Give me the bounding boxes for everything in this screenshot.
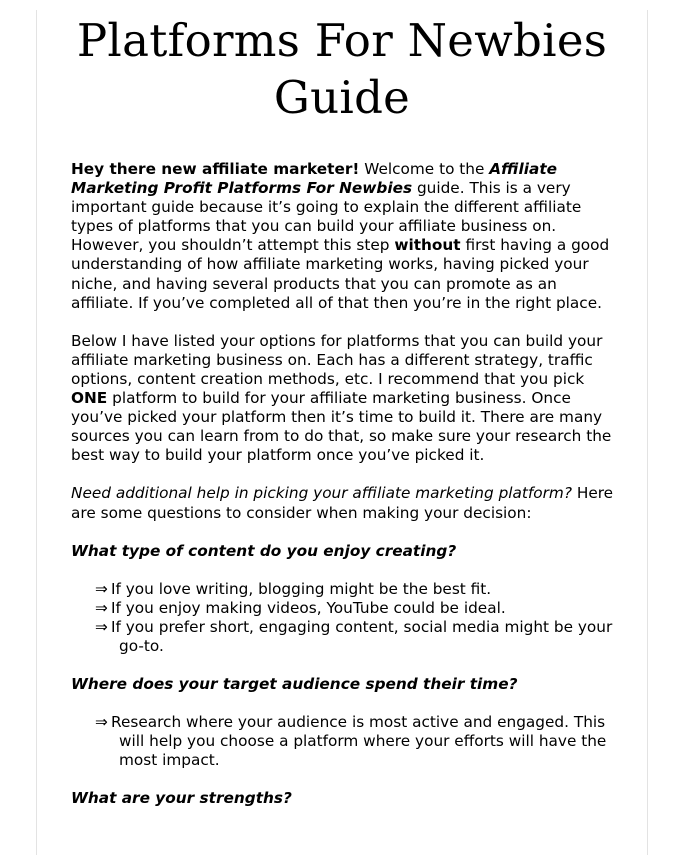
help-text: Here are some questions to consider when making your decision: xyxy=(71,484,614,522)
options-text-2: platform to build for your affiliate marketing business. Once you’ve picked your platform then it’s time to build it. There are many sources you can learn from to do that, so make sure your research the best way to build your platform once you’ve picked it. xyxy=(71,389,612,465)
page-title xyxy=(40,12,644,126)
options-text-1: Below I have listed your options for platforms that you can build your affiliate marketing business on. Each has a different strategy, traffic options, content creation methods, etc. I recommend that you pick xyxy=(71,331,603,388)
document-body xyxy=(71,160,617,828)
arrow-icon: ⇒ xyxy=(95,713,108,732)
page-right-edge xyxy=(647,10,648,855)
intro-text-2: guide. This is a very important guide because it’s going to explain the different affiliate types of platforms that you can build your affiliate business on. However, you shouldn’t attempt this step xyxy=(71,179,582,255)
arrow-icon: ⇒ xyxy=(95,617,108,636)
arrow-icon: ⇒ xyxy=(95,579,108,598)
bullet-list xyxy=(71,713,617,770)
question-heading: What type of content do you enjoy creating? xyxy=(71,541,457,560)
help-paragraph xyxy=(71,484,617,522)
list-item xyxy=(71,580,617,599)
list-item xyxy=(71,599,617,618)
bullet-list xyxy=(71,580,617,656)
intro-emphasis: without xyxy=(394,236,461,255)
intro-text-1: Welcome to the xyxy=(359,160,490,178)
options-paragraph xyxy=(71,332,617,466)
title-line-2: Guide xyxy=(273,71,411,124)
intro-greeting: Hey there new affiliate marketer! xyxy=(71,160,360,178)
list-item-text: If you enjoy making videos, YouTube could be ideal. xyxy=(111,598,506,617)
question-heading: What are your strengths? xyxy=(71,789,292,808)
guide-name: Affiliate Marketing Profit Platforms For Newbies xyxy=(71,160,558,198)
intro-text-3: first having a good understanding of how affiliate marketing works, having picked your niche, and having several products that you can promote as an affiliate. If you’ve completed all of that then you’re in the right place. xyxy=(71,236,610,312)
list-item xyxy=(71,713,617,770)
options-emphasis: ONE xyxy=(71,389,108,408)
page-left-edge xyxy=(36,10,37,855)
title-line-1: Platforms For Newbies xyxy=(76,14,608,67)
question-heading: Where does your target audience spend their time? xyxy=(71,675,518,694)
intro-paragraph xyxy=(71,160,617,313)
list-item-text: Research where your audience is most active and engaged. This will help you choose a platform where your efforts will have the most impact. xyxy=(111,713,607,770)
list-item xyxy=(71,618,617,656)
list-item-text: If you prefer short, engaging content, social media might be your go-to. xyxy=(111,617,613,655)
list-item-text: If you love writing, blogging might be the best fit. xyxy=(111,579,492,598)
arrow-icon: ⇒ xyxy=(95,598,108,617)
help-question: Need additional help in picking your affiliate marketing platform? xyxy=(71,484,572,503)
